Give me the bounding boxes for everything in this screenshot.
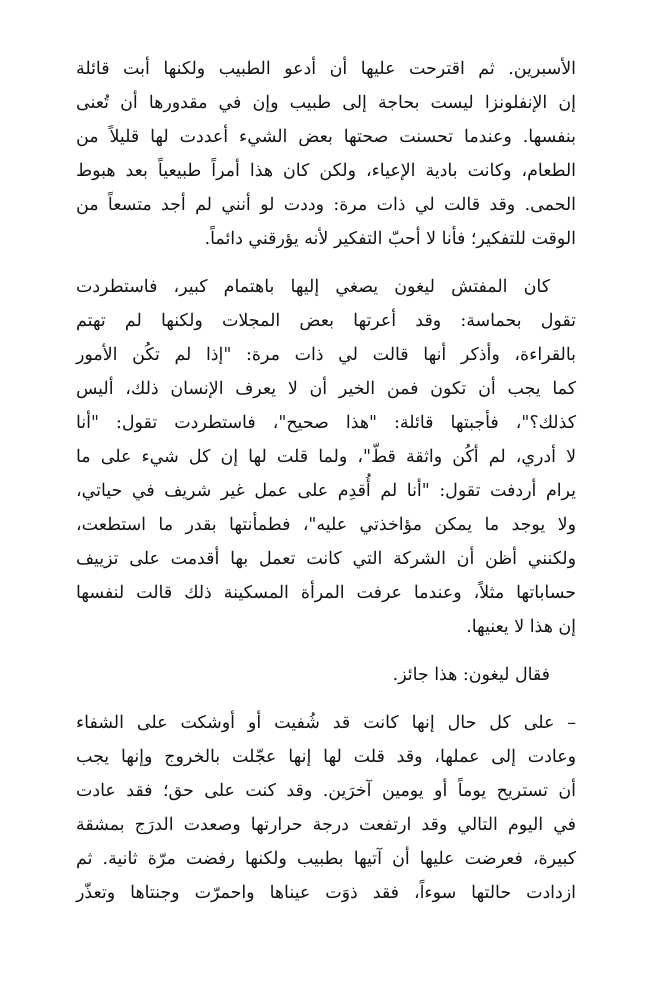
text-line: كذلك؟"، فأجبتها قائلة: "هذا صحيح"، فاستطردت تقول: "أنا [76, 413, 576, 433]
paragraph-1 [76, 52, 576, 256]
text-line: في اليوم التالي وقد ارتفعت درجة حرارتها وصعدت الدرَج بمشقة [76, 815, 576, 835]
text-line: كان المفتش ليغون يصغي إليها باهتمام كبير، فاستطردت [76, 277, 550, 297]
text-line: إن الإنفلونزا ليست بحاجة إلى طبيب وإن في مقدورها أن تُعنى [76, 93, 576, 113]
paragraph-2 [76, 270, 576, 644]
text-line: إن هذا لا يعنيها. [466, 617, 576, 637]
text-line: الطعام، وكانت بادية الإعياء، ولكن كان هذا أمراً طبيعياً بعد هبوط [76, 161, 576, 181]
paragraph-spacer [76, 692, 576, 706]
text-line: بالقراءة، وأذكر أنها قالت لي ذات مرة: "إذا لم تكُن الأمور [76, 345, 576, 365]
paragraph-spacer [76, 256, 576, 270]
text-line: بنفسها. وعندما تحسنت صحتها بعض الشيء أعددت لها قليلاً من [76, 127, 576, 147]
text-line: الوقت للتفكير؛ فأنا لا أحبّ التفكير لأنه يؤرقني دائماً. [204, 229, 576, 249]
text-line: الحمى. وقد قالت لي ذات مرة: وددت لو أنني لم أجد متسعاً من [76, 195, 576, 215]
text-line: الأسبرين. ثم اقترحت عليها أن أدعو الطبيب ولكنها أبت قائلة [76, 59, 576, 79]
paragraph-spacer [76, 644, 576, 658]
text-line: يرام أردفت تقول: "أنا لم أُقدِم على عمل غير شريف في حياتي، [76, 481, 576, 501]
text-line: أن تستريح يوماً أو يومين آخرَين. وقد كنت على حق؛ فقد عادت [76, 781, 576, 801]
text-line: ولكنني أظن أن الشركة التي كانت تعمل بها أقدمت على تزييف [76, 549, 576, 569]
text-line: لا أدري، لم أكُن واثقة قطّ"، ولما قلت لها إن كل شيء على ما [76, 447, 576, 467]
text-line: وعادت إلى عملها، وقد قلت لها إنها عجّلت بالخروج وإنها يجب [76, 747, 576, 767]
text-line: حساباتها مثلاً، وعندما عرفت المرأة المسكينة ذلك قالت لنفسها [76, 583, 576, 603]
book-page [76, 52, 576, 910]
text-line: فقال ليغون: هذا جائز. [392, 665, 550, 685]
paragraph-4 [76, 706, 576, 910]
text-line: تقول بحماسة: وقد أعرتها بعض المجلات ولكنها لم تهتم [76, 311, 576, 331]
text-line: ولا يوجد ما يمكن مؤاخذتي عليه"، فطمأنتها بقدر ما استطعت، [76, 515, 576, 535]
text-line: ازدادت حالتها سوءاً، فقد ذوَت عيناها واحمرّت وجنتاها وتعذّر [76, 883, 576, 903]
text-line: – على كل حال إنها كانت قد شُفيت أو أوشكت على الشفاء [76, 713, 576, 733]
text-line: كبيرة، فعرضت عليها أن آتيها بطبيب ولكنها رفضت مرّة ثانية. ثم [76, 849, 576, 869]
paragraph-3 [76, 658, 576, 692]
text-line: كما يجب أن تكون فمن الخير أن لا يعرف الإنسان ذلك، أليس [76, 379, 576, 399]
